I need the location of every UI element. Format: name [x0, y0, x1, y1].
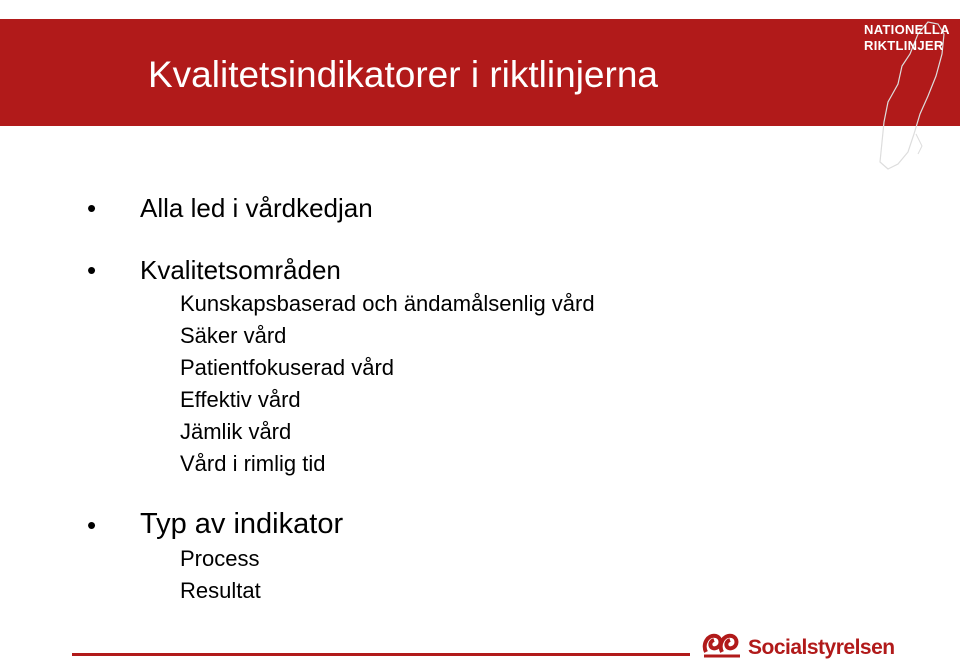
sub-item: Säker vård — [180, 323, 287, 348]
sub-item: Resultat — [180, 578, 261, 603]
bullet-dot: • — [87, 255, 97, 285]
logo-text: Socialstyrelsen — [748, 636, 895, 659]
bullet-1-text: Alla led i vårdkedjan — [140, 193, 373, 223]
bullet-3-text: Typ av indikator — [140, 508, 344, 540]
bullet-dot: • — [87, 510, 97, 540]
badge-line-2: RIKTLINJER — [864, 38, 944, 53]
sub-item: Process — [180, 546, 260, 571]
bullet-dot: • — [87, 193, 97, 223]
bullet-2-text: Kvalitetsområden — [140, 255, 341, 285]
sub-item: Jämlik vård — [180, 419, 292, 444]
sub-item: Kunskapsbaserad och ändamålsenlig vård — [180, 291, 595, 316]
slide-title: Kvalitetsindikatorer i riktlinjerna — [148, 54, 658, 95]
sub-item: Patientfokuserad vård — [180, 355, 395, 380]
footer-line — [72, 653, 690, 656]
sub-item: Effektiv vård — [180, 387, 301, 412]
badge-line-1: NATIONELLA — [864, 22, 950, 37]
sub-item: Vård i rimlig tid — [180, 451, 326, 476]
socialstyrelsen-logo-icon — [700, 622, 746, 662]
